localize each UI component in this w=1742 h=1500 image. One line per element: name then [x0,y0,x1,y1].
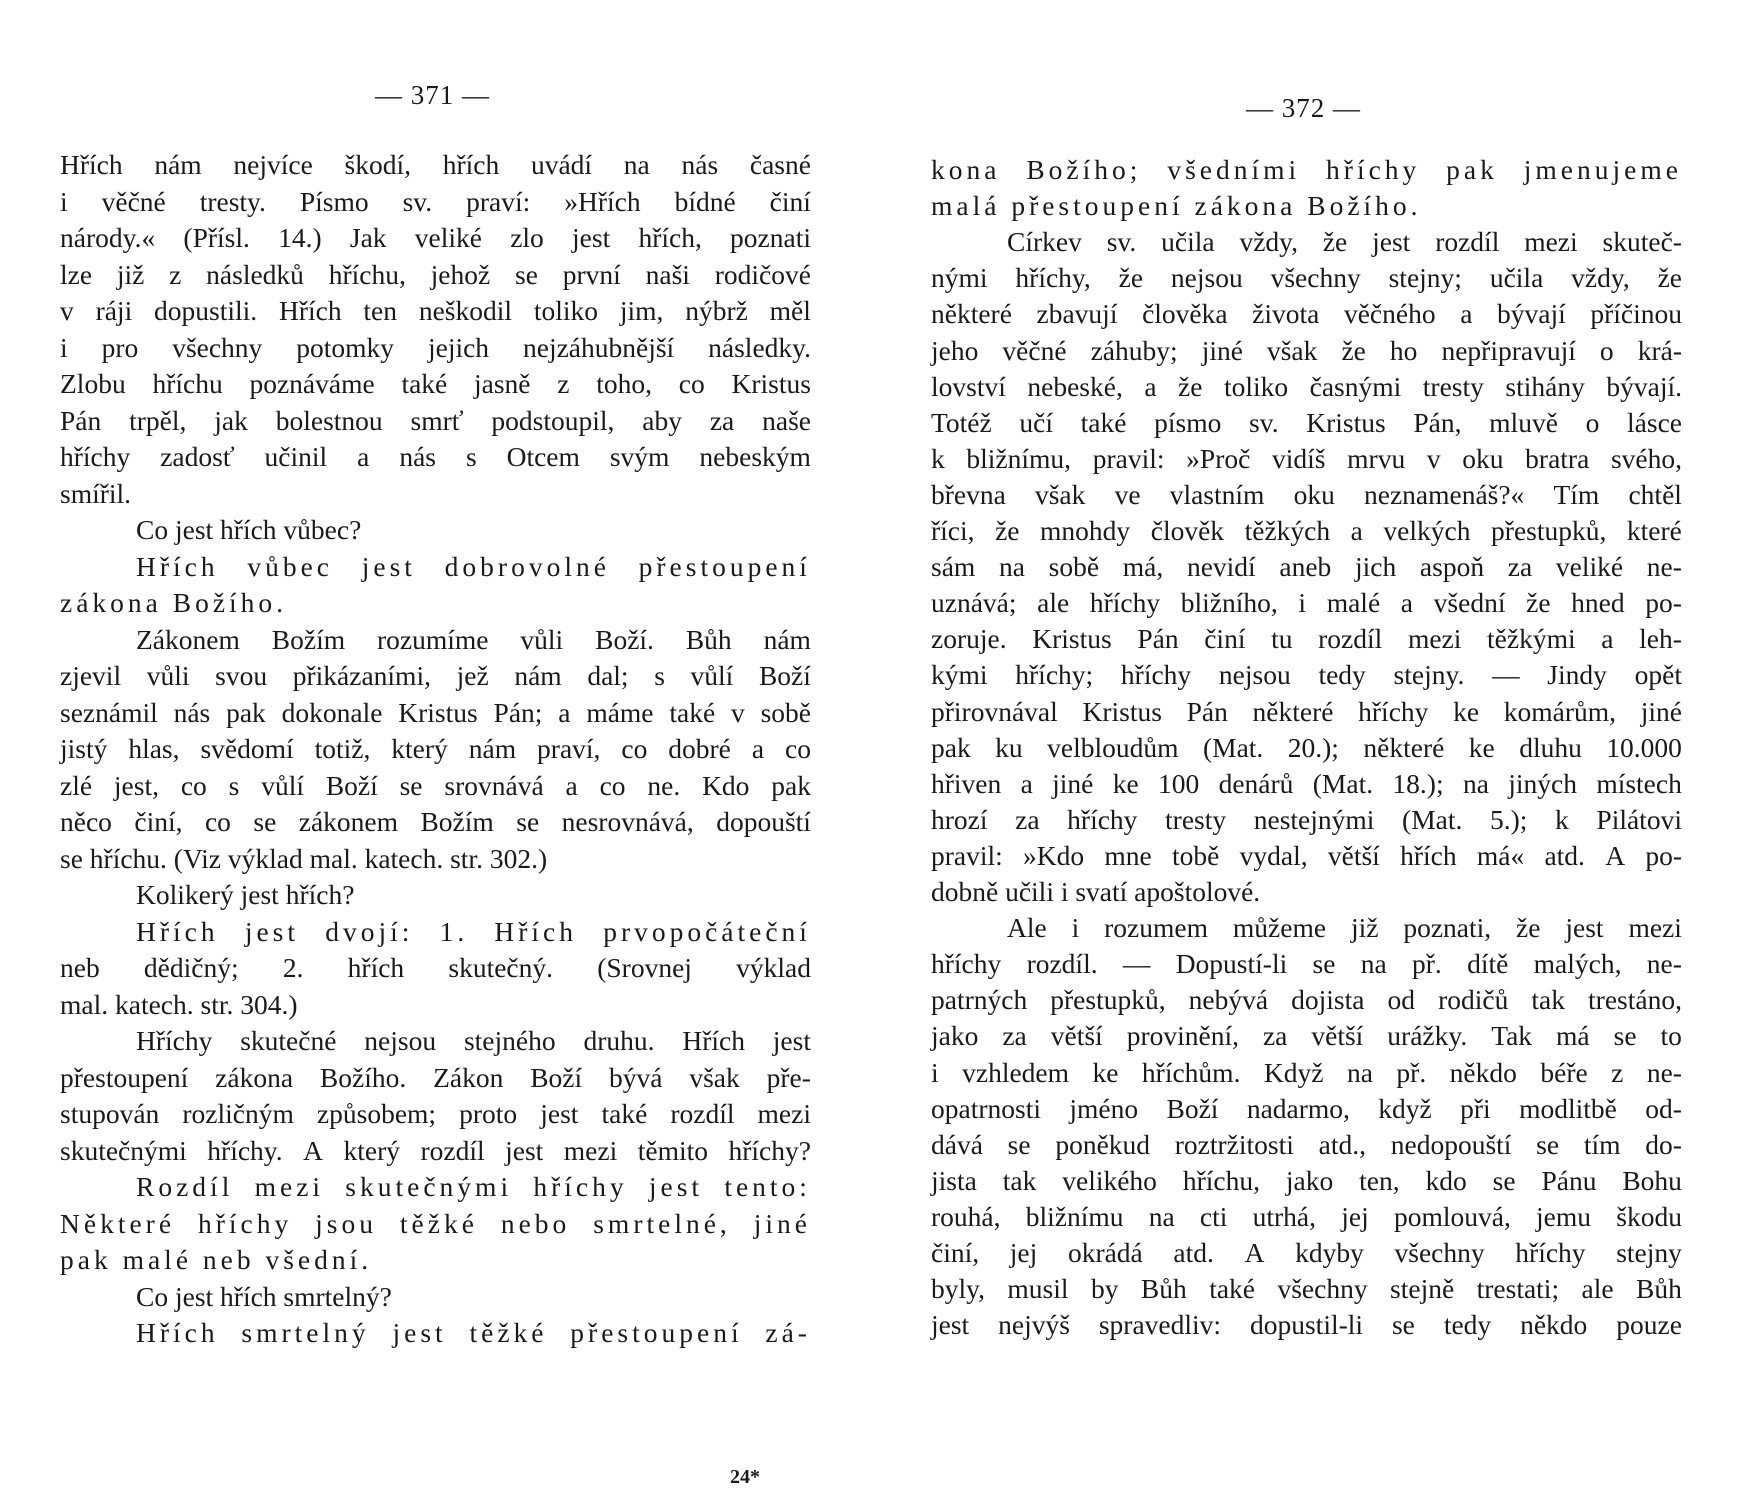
text-line: hříchy rozdíl. — Dopustí-li se na př. dítě malých, ne- [931,948,1682,980]
text-line: kými hříchy; hříchy nejsou tedy stejny. — Jindy opět [931,659,1682,691]
text-line: i věčné tresty. Písmo sv. praví: »Hřích bídné činí [60,185,811,217]
text-line: seznámil nás pak dokonale Kristus Pán; a máme také v sobě [60,696,811,728]
text-line: zákona Božího. [60,587,288,618]
text-line: Zlobu hříchu poznáváme také jasně z toho, co Kristus [60,368,811,399]
text-line: říci, že mnohdy člověk těžkých a velkých přestupků, které [931,515,1682,546]
text-line: Hřích jest dvojí: 1. Hřích prvopočáteční [136,915,811,947]
text-line: jista tak velikého hříchu, jako ten, kdo se Pánu Bohu [931,1164,1682,1196]
text-line: rouhá, bližnímu na cti utrhá, jej pomlouvá, jemu škodu [931,1200,1682,1232]
text-line: kona Božího; všedními hříchy pak jmenujeme [931,154,1682,185]
text-line: patrných přestupků, nebývá dojista od rodičů tak trestáno, [931,984,1682,1016]
text-line: pak malé neb všední. [60,1244,373,1275]
text-line: Pán trpěl, jak bolestnou smrť podstoupil, aby za naše [60,404,811,436]
text-line: byly, musil by Bůh také všechny stejně trestati; ale Bůh [931,1273,1682,1305]
text-line: nými hříchy, že nejsou všechny stejny; učila vždy, že [931,262,1682,294]
right-page [871,0,1742,1500]
right-page-text [871,0,1742,1500]
text-line: Hřích nám nejvíce škodí, hřích uvádí na nás časné [60,149,811,180]
text-line: mal. katech. str. 304.) [60,988,298,1020]
text-line: jako za větší provinění, za větší urážky. Tak má se to [931,1020,1682,1052]
signature-mark: 24* [730,1466,760,1488]
text-line: činí, jej okrádá atd. A kdyby všechny hříchy stejny [931,1237,1682,1268]
text-line: Co jest hřích smrtelný? [136,1280,392,1312]
text-line: lze již z následků hříchu, jehož se první naši rodičové [60,258,811,290]
text-line: sám na sobě má, nevidí aneb jich aspoň za veliké ne- [931,551,1682,583]
text-line: přirovnával Kristus Pán některé hříchy ke komárům, jiné [931,695,1682,727]
text-line: Zákonem Božím rozumíme vůli Boží. Bůh nám [136,623,811,655]
text-line: přestoupení zákona Božího. Zákon Boží bývá však pře- [60,1061,811,1093]
text-line: některé zbavují člověka života věčného a bývají příčinou [931,298,1682,330]
text-line: lovství nebeské, a že toliko časnými tresty stihány bývají. [931,370,1682,402]
text-line: Hřích smrtelný jest těžké přestoupení zá- [136,1317,811,1348]
text-line: Kolikerý jest hřích? [136,879,355,910]
text-line: národy.« (Přísl. 14.) Jak veliké zlo jest hřích, poznati [60,222,811,253]
page-number: — 372 — [1246,93,1361,123]
text-line: Ale i rozumem můžeme již poznati, že jest mezi [1007,912,1682,944]
text-line: Totéž učí také písmo sv. Kristus Pán, mluvě o lásce [931,406,1682,438]
text-line: malá přestoupení zákona Božího. [931,190,1422,222]
text-line: i vzhledem ke hříchům. Když na př. někdo béře z ne- [931,1056,1682,1088]
text-line: stupován rozličným způsobem; proto jest také rozdíl mezi [60,1098,811,1129]
text-line: neb dědičný; 2. hřích skutečný. (Srovnej výklad [60,952,811,983]
text-line: zlé jest, co s vůlí Boží se srovnává a co ne. Kdo pak [60,769,811,801]
text-line: dává se poněkud roztržitosti atd., nedopouští se tím do- [931,1128,1682,1160]
text-line: hrozí za hříchy tresty nestejnými (Mat. 5.); k Pilátovi [931,803,1682,835]
text-line: dobně učili i svatí apoštolové. [931,876,1261,907]
text-line: se hříchu. (Viz výklad mal. katech. str. 302.) [60,842,548,874]
text-line: něco činí, co se zákonem Božím se nesrovnává, dopouští [60,806,811,837]
text-line: Některé hříchy jsou těžké nebo smrtelné, jiné [60,1207,811,1239]
text-line: jest nejvýš spravedliv: dopustil-li se tedy někdo pouze [931,1309,1682,1341]
text-line: k bližnímu, pravil: »Proč vidíš mrvu v oku bratra svého, [931,442,1682,474]
text-line: břevna však ve vlastním oku neznamenáš?« Tím chtěl [931,478,1682,510]
text-line: hřiven a jiné ke 100 denárů (Mat. 18.); na jiných místech [931,767,1682,799]
text-line: Rozdíl mezi skutečnými hříchy jest tento: [136,1171,811,1202]
text-line: zjevil vůli svou přikázaními, jež nám dal; s vůlí Boží [60,660,811,691]
text-line: smířil. [60,477,132,509]
text-line: uznává; ale hříchy bližního, i malé a všední že hned po- [931,587,1682,619]
text-line: i pro všechny potomky jejich nejzáhubnější následky. [60,331,811,363]
text-line: pravil: »Kdo mne tobě vydal, větší hřích má« atd. A po- [931,839,1682,871]
text-line: hříchy zadosť učinil a nás s Otcem svým nebeským [60,441,811,472]
text-line: jistý hlas, svědomí totiž, který nám praví, co dobré a co [60,733,811,764]
text-line: v ráji dopustili. Hřích ten neškodil toliko jim, nýbrž měl [60,295,811,326]
text-line: Hříchy skutečné nejsou stejného druhu. Hřích jest [136,1025,811,1056]
page-number: — 371 — [375,80,490,110]
text-line: Církev sv. učila vždy, že jest rozdíl mezi skuteč- [1007,226,1682,258]
text-line: pak ku velbloudům (Mat. 20.); některé ke dluhu 10.000 [931,731,1682,763]
text-line: Hřích vůbec jest dobrovolné přestoupení [136,550,811,582]
text-line: skutečnými hříchy. A který rozdíl jest mezi těmito hříchy? [60,1134,811,1166]
text-line: zoruje. Kristus Pán činí tu rozdíl mezi těžkými a leh- [931,623,1682,655]
text-line: Co jest hřích vůbec? [136,514,362,545]
text-line: jeho věčné záhuby; jiné však že ho nepřipravují o krá- [931,334,1682,366]
text-line: opatrnosti jméno Boží nadarmo, když při modlitbě od- [931,1092,1682,1124]
